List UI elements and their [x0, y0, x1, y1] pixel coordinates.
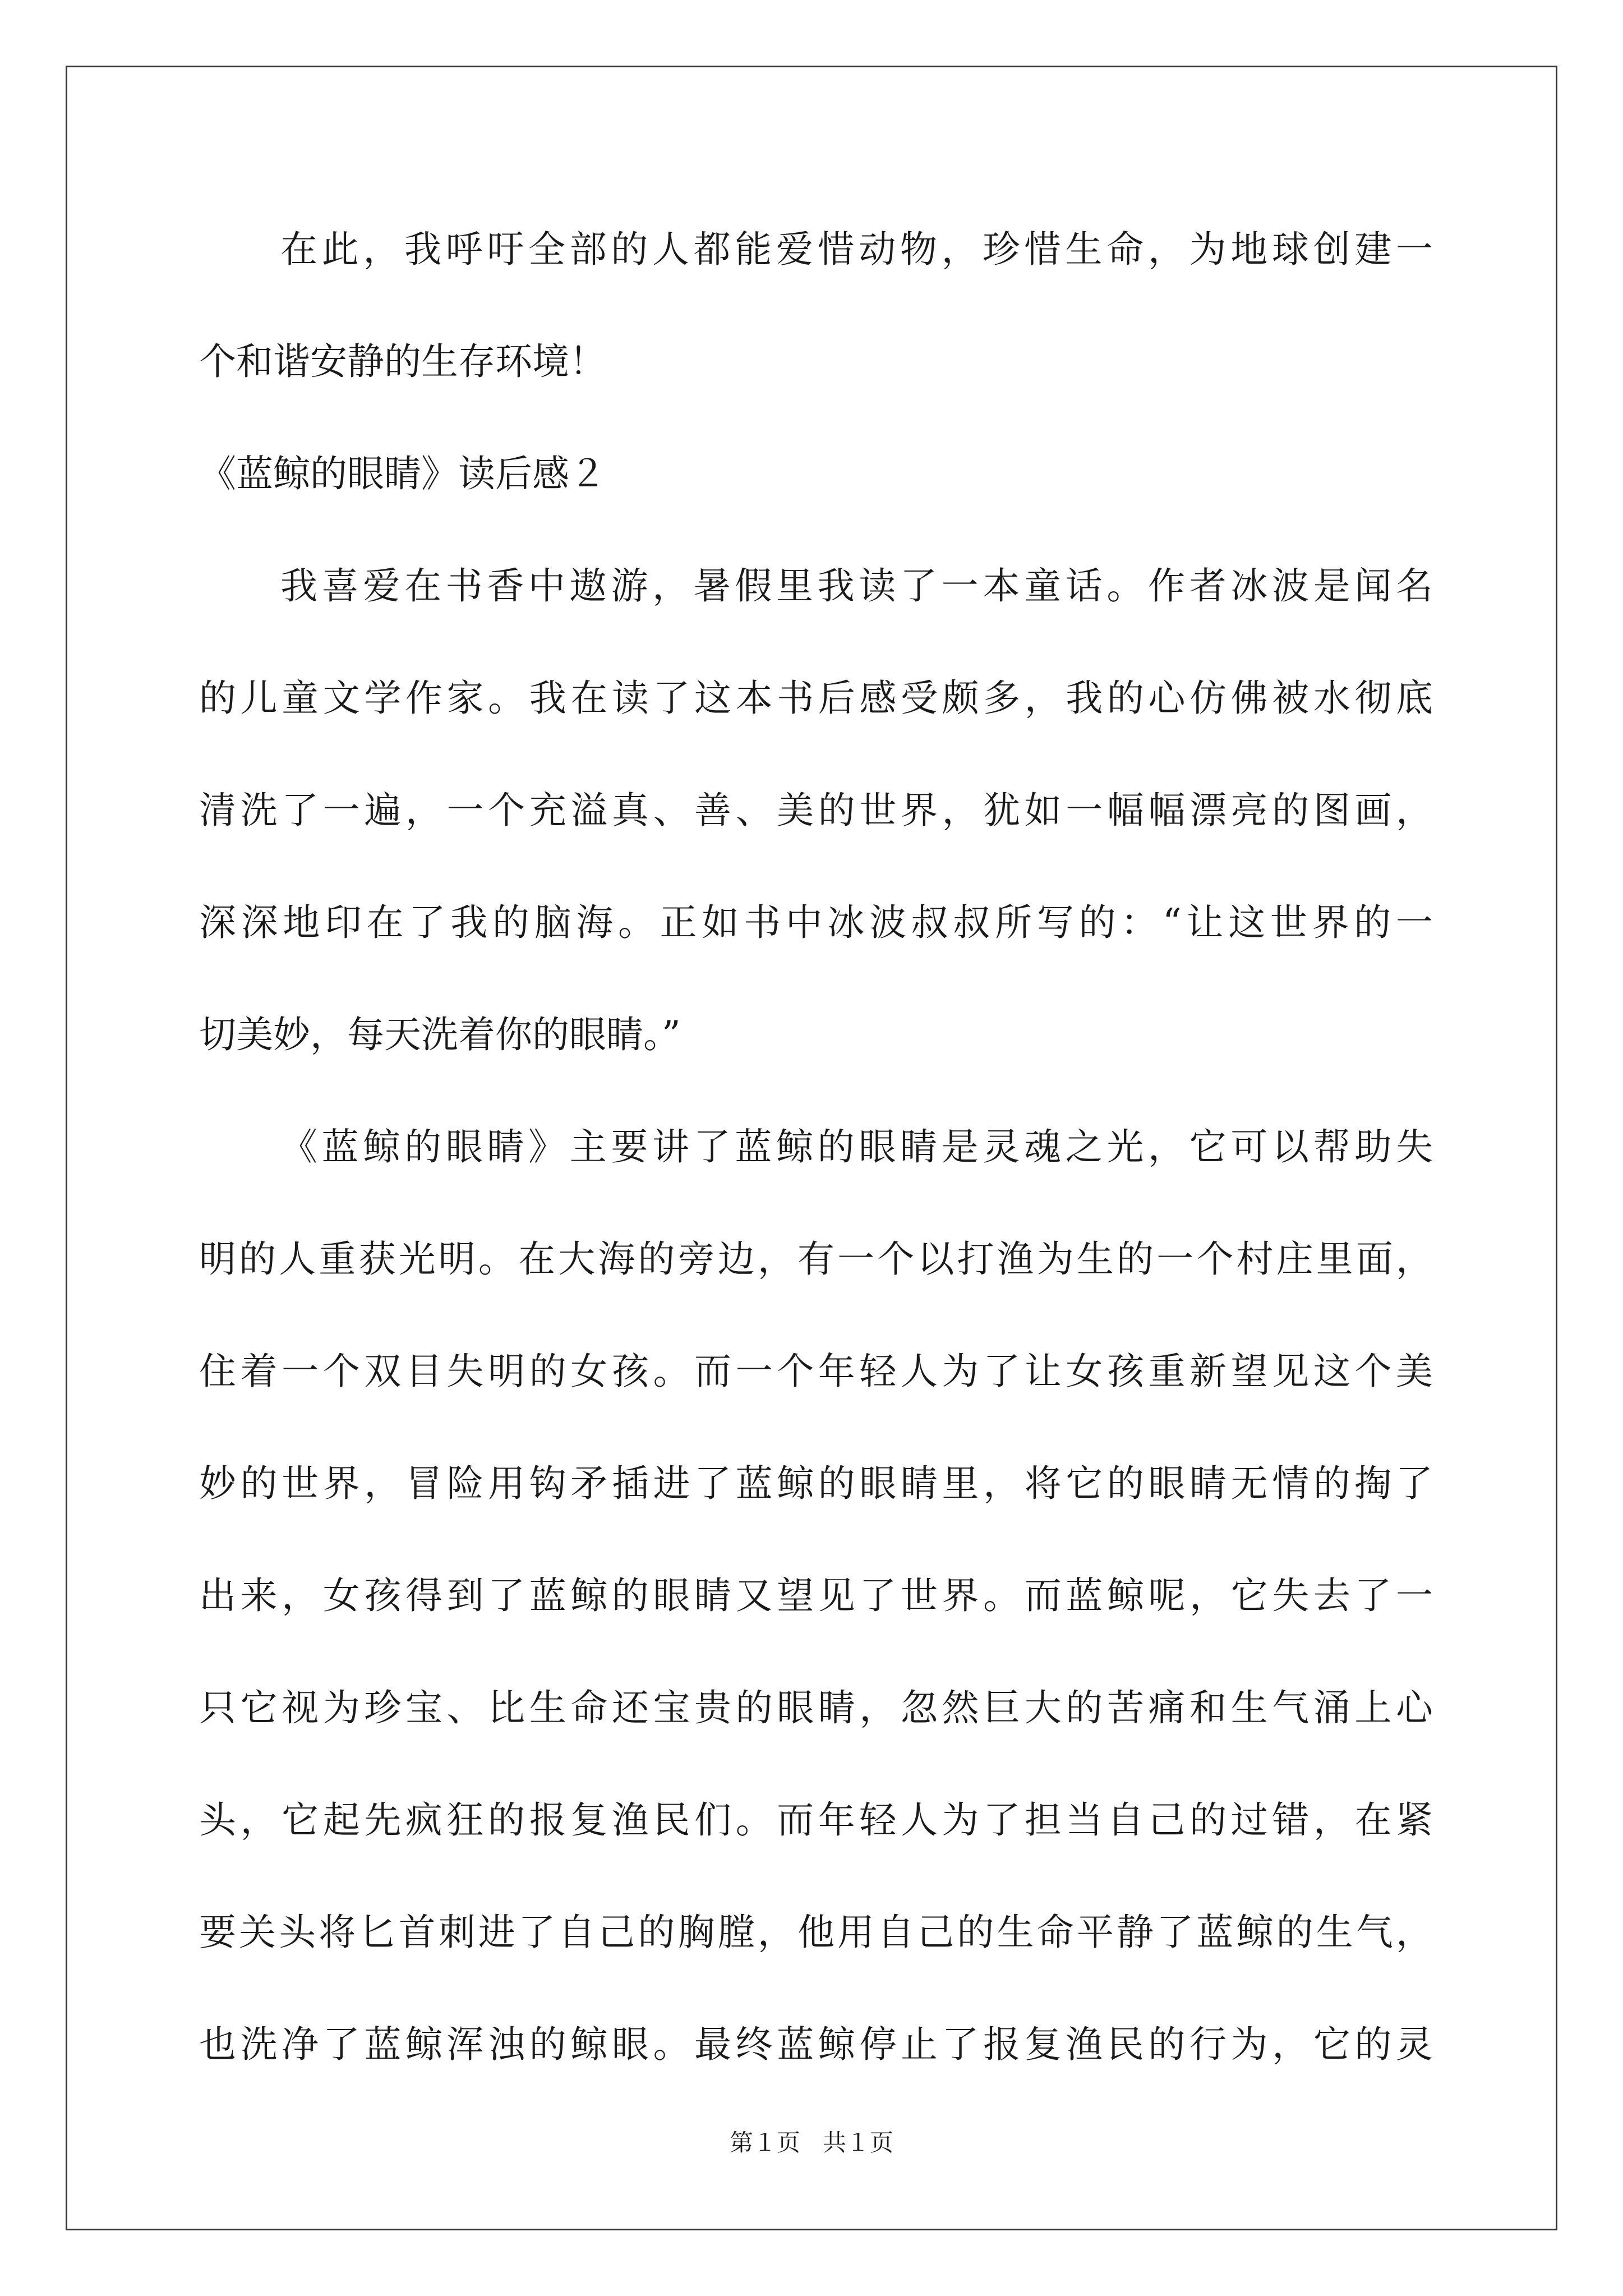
section-heading: 《蓝鲸的眼睛》读后感２	[199, 452, 606, 495]
paragraph-line: 清洗了一遍，一个充溢真、善、美的世界，犹如一幅幅漂亮的图画，	[199, 789, 1433, 832]
paragraph-line: 只它视为珍宝、比生命还宝贵的眼睛，忽然巨大的苦痛和生气涌上心	[199, 1686, 1433, 1729]
paragraph-line: 住着一个双目失明的女孩。而一个年轻人为了让女孩重新望见这个美	[199, 1350, 1433, 1393]
paragraph-line: 出来，女孩得到了蓝鲸的眼睛又望见了世界。而蓝鲸呢，它失去了一	[199, 1574, 1433, 1617]
paragraph-line: 的儿童文学作家。我在读了这本书后感受颇多，我的心仿佛被水彻底	[199, 677, 1433, 720]
paragraph-line: 妙的世界，冒险用钩矛插进了蓝鲸的眼睛里，将它的眼睛无情的掏了	[199, 1462, 1433, 1505]
paragraph-line: 深深地印在了我的脑海。正如书中冰波叔叔所写的：“让这世界的一	[199, 901, 1433, 944]
paragraph-line: 个和谐安静的生存环境！	[199, 340, 606, 383]
paragraph-line: 《蓝鲸的眼睛》主要讲了蓝鲸的眼睛是灵魂之光，它可以帮助失	[280, 1125, 1433, 1168]
document-body	[199, 213, 1433, 2120]
paragraph-line: 也洗净了蓝鲸浑浊的鲸眼。最终蓝鲸停止了报复渔民的行为，它的灵	[199, 2023, 1433, 2066]
paragraph-line: 我喜爱在书香中遨游，暑假里我读了一本童话。作者冰波是闻名	[280, 564, 1433, 608]
paragraph-line: 头，它起先疯狂的报复渔民们。而年轻人为了担当自己的过错，在紧	[199, 1798, 1433, 1842]
page-footer	[0, 2126, 1623, 2160]
paragraph-line: 要关头将匕首刺进了自己的胸膛，他用自己的生命平静了蓝鲸的生气，	[199, 1911, 1433, 1954]
paragraph-line: 在此，我呼吁全部的人都能爱惜动物，珍惜生命，为地球创建一	[280, 228, 1433, 271]
page-number-current: 第１页	[729, 2129, 800, 2156]
paragraph-line: 明的人重获光明。在大海的旁边，有一个以打渔为生的一个村庄里面，	[199, 1237, 1433, 1281]
paragraph-line: 切美妙，每天洗着你的眼睛。”	[199, 1013, 681, 1056]
page-number-total: 共１页	[823, 2129, 894, 2156]
